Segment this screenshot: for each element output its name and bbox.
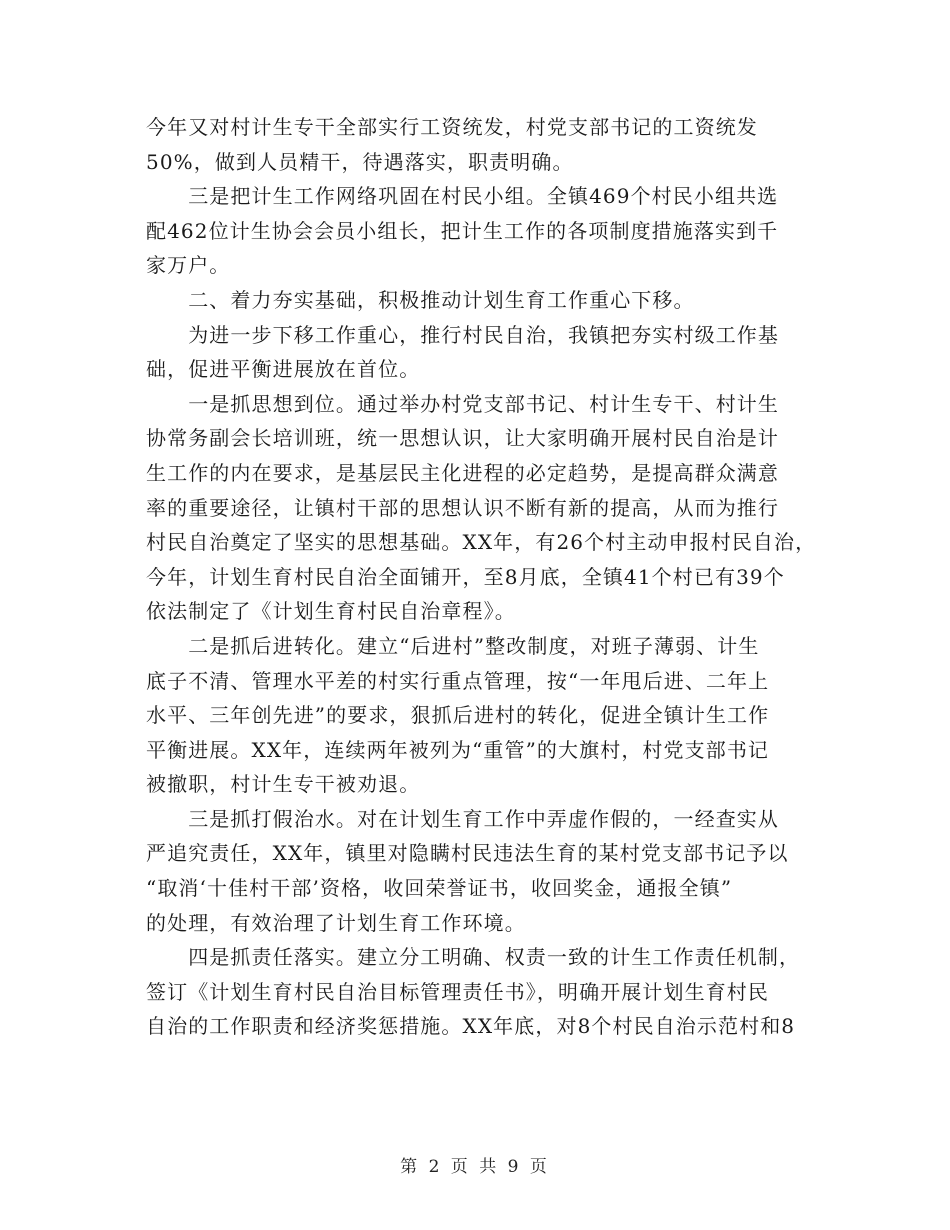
text-line: 一是抓思想到位。通过举办村党支部书记、村计生专干、村计生 (146, 391, 779, 416)
body-text (146, 110, 826, 1044)
text-line: 的处理，有效治理了计划生育工作环境。 (146, 910, 526, 935)
text-line: 今年又对村计生专干全部实行工资统发，村党支部书记的工资统发 (146, 115, 758, 139)
page-number-footer: 第 2 页 共 9 页 (400, 1157, 550, 1177)
section-heading: 二、着力夯实基础，积极推动计划生育工作重心下移。 (146, 287, 695, 312)
text-line: 水平、三年创先进”的要求，狠抓后进村的转化，促进全镇计生工作 (146, 703, 770, 728)
text-line: 底子不清、管理水平差的村实行重点管理，按“一年甩后进、二年上 (146, 668, 770, 693)
text-line: 今年，计划生育村民自治全面铺开，至8月底，全镇41个村已有39个 (146, 564, 785, 589)
text-line: 依法制定了《计划生育村民自治章程》。 (146, 599, 516, 624)
text-line: “取消‘十佳村干部’资格，收回荣誉证书，收回奖金，通报全镇” (146, 876, 733, 901)
text-line: 签订《计划生育村民自治目标管理责任书》，明确开展计划生育村民 (146, 979, 769, 1004)
text-line: 生工作的内在要求，是基层民主化进程的必定趋势，是提高群众满意 (146, 460, 779, 485)
text-line: 为进一步下移工作重心，推行村民自治，我镇把夯实村级工作基 (146, 322, 779, 347)
text-line: 协常务副会长培训班，统一思想认识，让大家明确开展村民自治是计 (146, 426, 779, 451)
text-line: 率的重要途径，让镇村干部的思想认识不断有新的提高，从而为推行 (146, 495, 779, 520)
text-line: 平衡进展。XX年，连续两年被列为“重管”的大旗村，村党支部书记 (146, 737, 770, 762)
text-line: 自治的工作职责和经济奖惩措施。XX年底，对8个村民自治示范村和8 (146, 1014, 796, 1039)
text-line: 础，促进平衡进展放在首位。 (146, 357, 421, 382)
text-line: 三是把计生工作网络巩固在村民小组。全镇469个村民小组共选 (146, 184, 779, 209)
text-line: 四是抓责任落实。建立分工明确、权责一致的计生工作责任机制， (146, 945, 801, 970)
text-line: 50%，做到人员精干，待遇落实，职责明确。 (146, 149, 574, 174)
text-line: 二是抓后进转化。建立“后进村”整改制度，对班子薄弱、计生 (146, 633, 760, 658)
text-line: 三是抓打假治水。对在计划生育工作中弄虚作假的，一经查实从 (146, 806, 779, 831)
text-line: 配462位计生协会会员小组长，把计生工作的各项制度措施落实到千 (146, 218, 779, 243)
text-line: 被撤职，村计生专干被劝退。 (146, 772, 421, 797)
text-line: 严追究责任，XX年，镇里对隐瞒村民违法生育的某村党支部书记予以 (146, 841, 789, 866)
text-line: 家万户。 (146, 253, 231, 278)
text-line: 村民自治奠定了坚实的思想基础。XX年，有26个村主动申报村民自治， (146, 530, 817, 555)
